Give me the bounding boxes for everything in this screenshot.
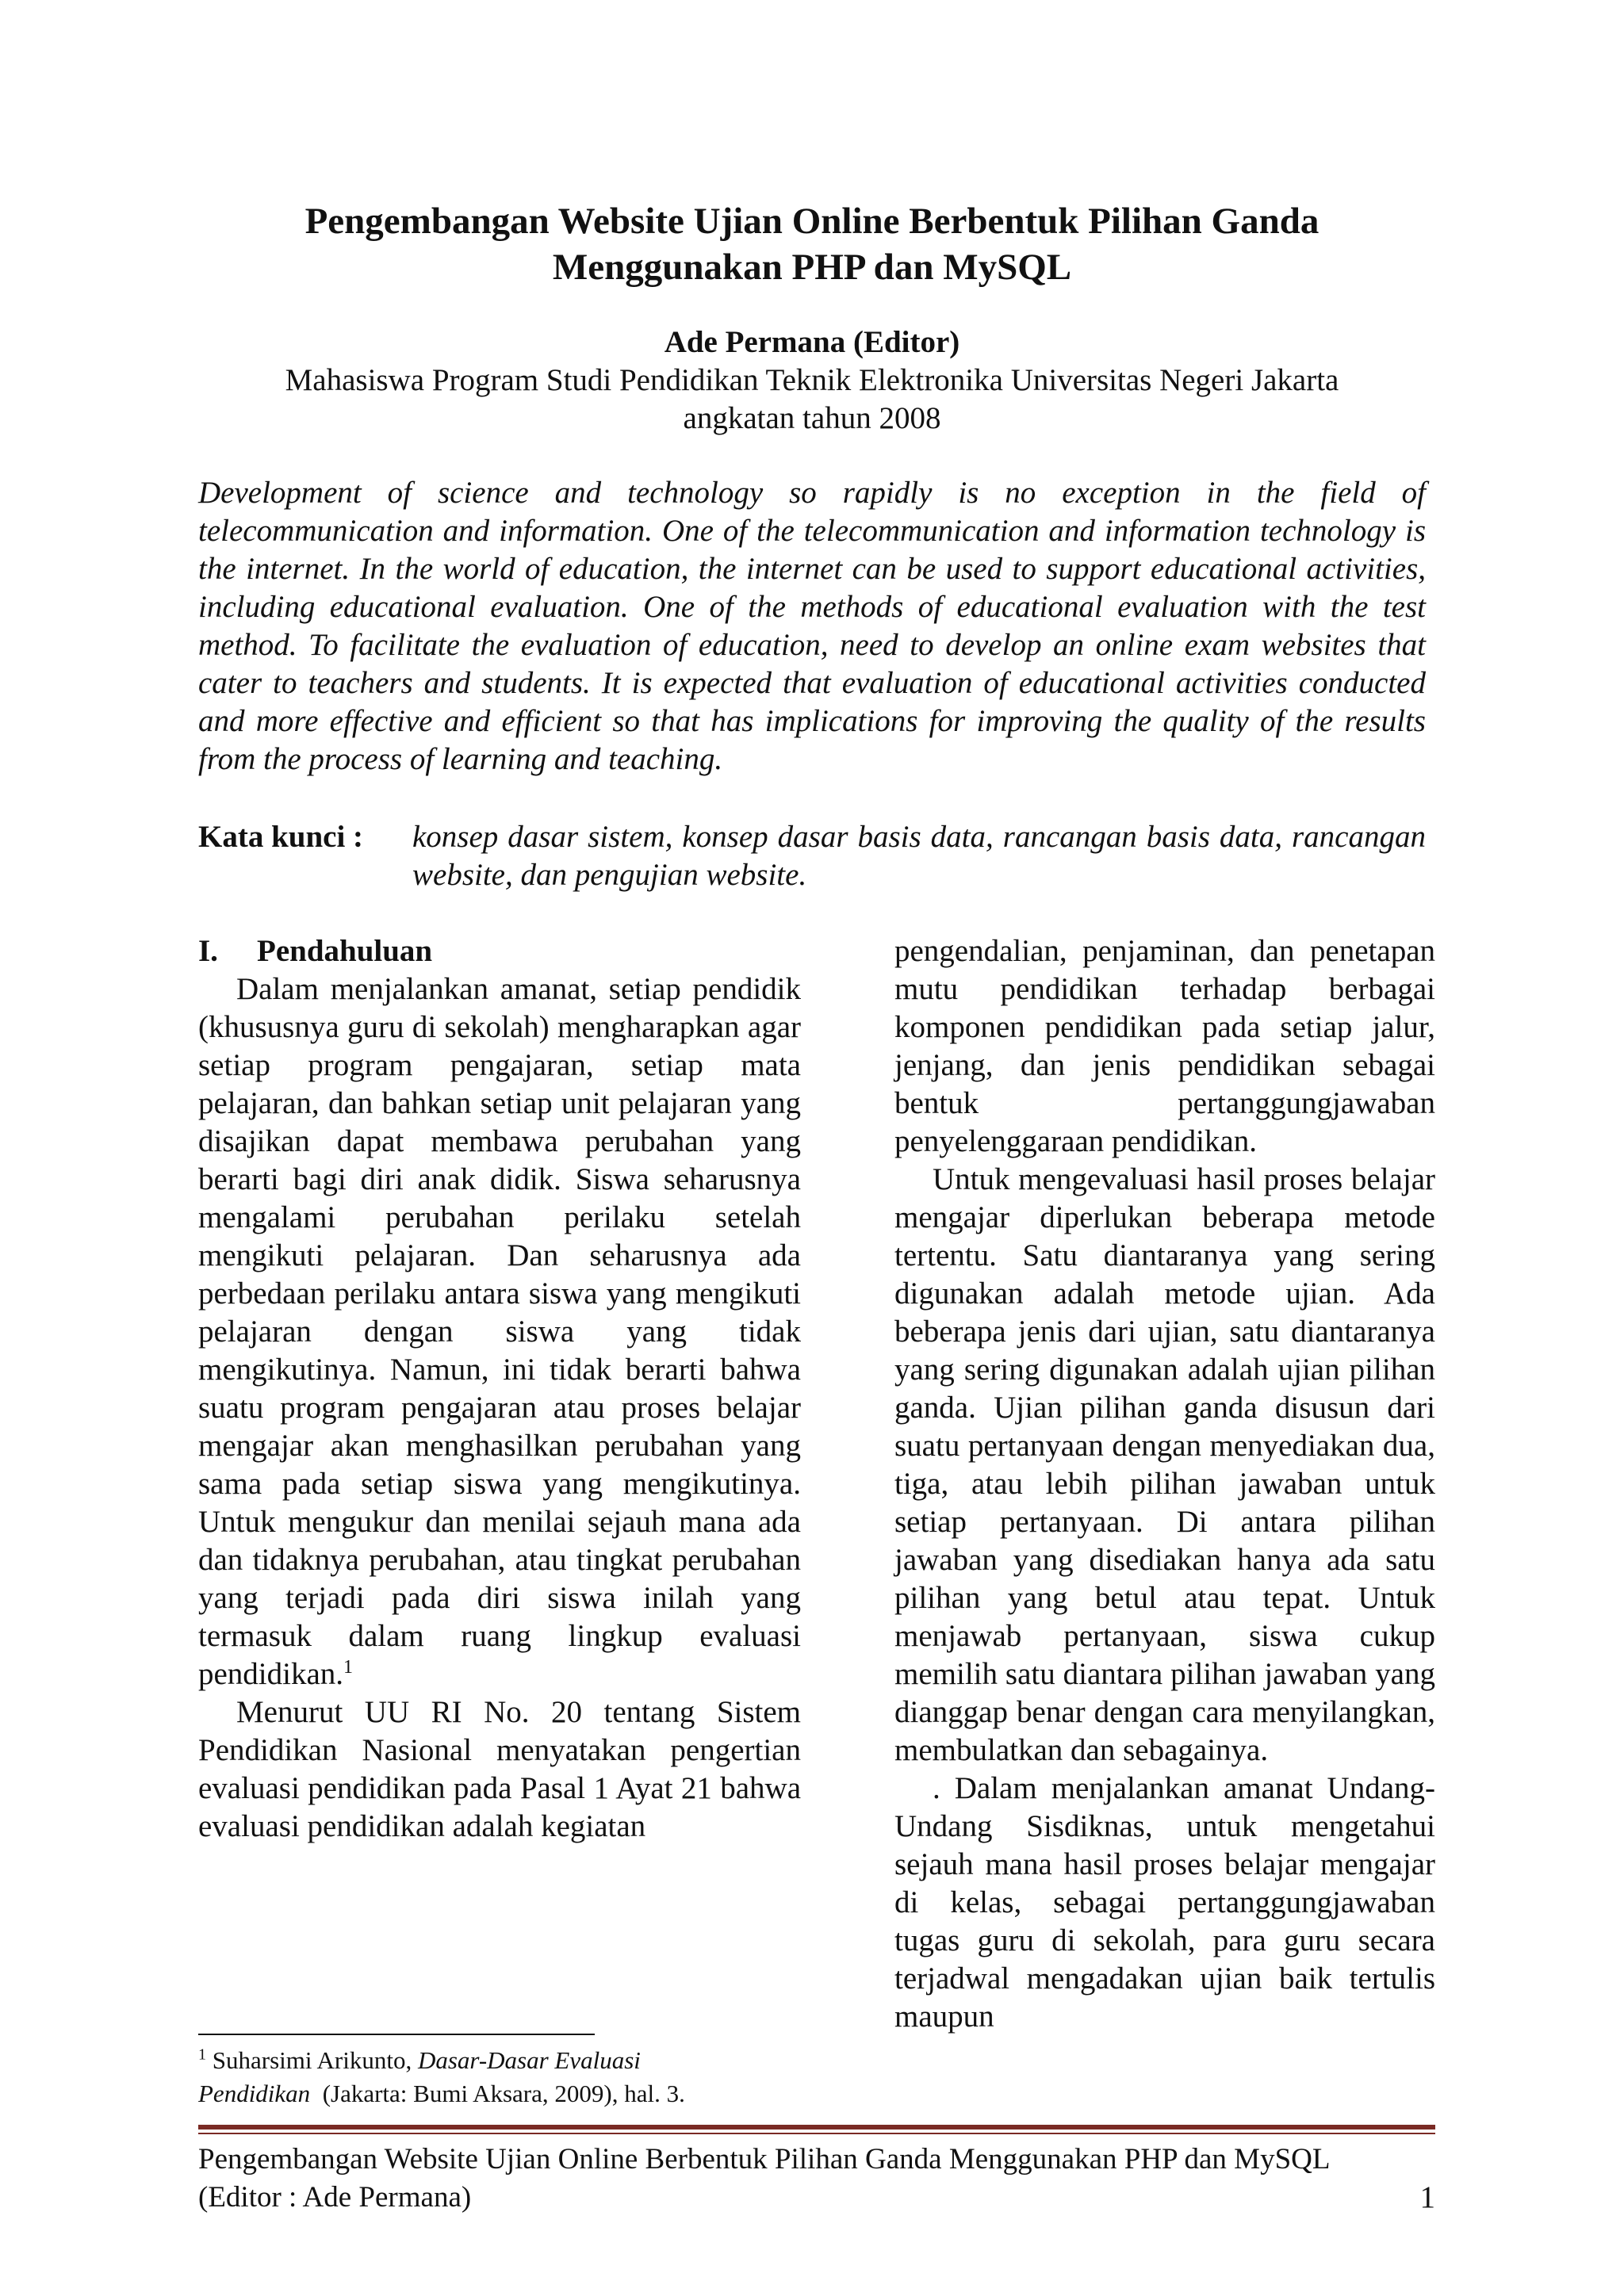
right-column bbox=[894, 932, 1435, 2036]
footer-title: Pengembangan Website Ujian Online Berbentuk Pilihan Ganda Menggunakan PHP dan MySQL bbox=[198, 2143, 1331, 2175]
page-footer bbox=[198, 2141, 1435, 2217]
footer-rule-thick bbox=[198, 2125, 1435, 2130]
right-paragraph-3: . Dalam menjalankan amanat Undang-Undang Sisdiknas, untuk mengetahui sejauh mana hasil proses belajar mengajar di kelas, sebagai pertanggungjawaban tugas guru di sekolah, para guru secara terjadwal mengadakan ujian baik tertulis maupun bbox=[894, 1771, 1435, 2034]
left-paragraph-2: Menurut UU RI No. 20 tentang Sistem Pendidikan Nasional menyatakan pengertian evaluasi pendidikan pada Pasal 1 Ayat 21 bahwa evaluasi pendidikan adalah kegiatan bbox=[198, 1695, 801, 1843]
footnote-publisher: (Jakarta: Bumi Aksara, 2009), hal. 3. bbox=[322, 2080, 685, 2107]
section-heading bbox=[198, 932, 801, 970]
author-name: Ade Permana (Editor) bbox=[664, 325, 960, 359]
left-column bbox=[198, 932, 801, 1846]
footnote-reference: 1 bbox=[343, 1657, 354, 1678]
footnote-separator bbox=[198, 2034, 595, 2035]
footnote-book-title-2: Pendidikan bbox=[198, 2080, 311, 2107]
section-title: Pendahuluan bbox=[257, 934, 433, 968]
title-line-2: Menggunakan PHP dan MySQL bbox=[552, 247, 1072, 288]
footer-rule-thin bbox=[198, 2133, 1435, 2134]
abstract: Development of science and technology so rapidly is no exception in the field of telecommunication and information. One of the telecommunication and information technology is the internet. In the world of education, the internet can be used to support educational activities, including educational evaluation. One of the methods of educational evaluation with the test method. To facilitate the evaluation of education, need to develop an online exam websites that cater to teachers and students. It is expected that evaluation of educational activities conducted and more effective and efficient so that has implications for improving the quality of the results from the process of learning and teaching. bbox=[198, 476, 1426, 776]
footer-editor: (Editor : Ade Permana) bbox=[198, 2181, 472, 2214]
page-number: 1 bbox=[1419, 2180, 1435, 2214]
footnote-book-title-1: Dasar-Dasar Evaluasi bbox=[417, 2046, 641, 2074]
paper-title bbox=[198, 198, 1426, 290]
title-line-1: Pengembangan Website Ujian Online Berbentuk Pilihan Ganda bbox=[304, 201, 1320, 242]
affiliation-line-1: Mahasiswa Program Studi Pendidikan Teknik Elektronika Universitas Negeri Jakarta bbox=[285, 363, 1339, 397]
footnote bbox=[198, 2044, 801, 2110]
author-affiliation bbox=[198, 362, 1426, 438]
right-paragraph-2: Untuk mengevaluasi hasil proses belajar mengajar diperlukan beberapa metode tertentu. Satu diantaranya yang sering digunakan adalah metode ujian. Ada beberapa jenis dari ujian, satu diantaranya yang sering digunakan adalah ujian pilihan ganda. Ujian pilihan ganda disusun dari suatu pertanyaan dengan menyediakan dua, tiga, atau lebih pilihan jawaban untuk setiap pertanyaan. Di antara pilihan jawaban yang disediakan hanya ada satu pilihan yang betul atau tepat. Untuk menjawab pertanyaan, siswa cukup memilih satu diantara pilihan jawaban yang dianggap benar dengan cara menyilangkan, membulatkan dan sebagainya. bbox=[894, 1162, 1435, 1767]
section-number: I. bbox=[198, 934, 218, 968]
keywords-label: Kata kunci : bbox=[198, 820, 364, 854]
keywords-block bbox=[198, 818, 1426, 894]
footer-row bbox=[198, 2179, 1435, 2217]
affiliation-line-2: angkatan tahun 2008 bbox=[683, 401, 941, 435]
keywords-text: konsep dasar sistem, konsep dasar basis data, rancangan basis data, rancangan website, dan pengujian website. bbox=[412, 820, 1426, 892]
footnote-author: Suharsimi Arikunto, bbox=[212, 2046, 412, 2074]
footnote-mark: 1 bbox=[198, 2045, 206, 2064]
left-paragraph-1 bbox=[198, 970, 801, 1693]
right-paragraph-1: pengendalian, penjaminan, dan penetapan mutu pendidikan terhadap berbagai komponen pendidikan pada setiap jalur, jenjang, dan jenis pendidikan sebagai bentuk pertanggungjawaban penyelenggaraan pendidikan. bbox=[894, 934, 1435, 1158]
left-paragraph-1-text: Dalam menjalankan amanat, setiap pendidik (khususnya guru di sekolah) mengharapkan agar setiap program pengajaran, setiap mata pelajaran, dan bahkan setiap unit pelajaran yang disajikan dapat membawa perubahan yang berarti bagi diri anak didik. Siswa seharusnya mengalami perubahan perilaku setelah mengikuti pelajaran. Dan seharusnya ada perbedaan perilaku antara siswa yang mengikuti pelajaran dengan siswa yang tidak mengikutinya. Namun, ini tidak berarti bahwa suatu program pengajaran atau proses belajar mengajar akan menghasilkan perubahan yang sama pada setiap siswa yang mengikutinya. Untuk mengukur dan menilai sejauh mana ada dan tidaknya perubahan, atau tingkat perubahan yang terjadi pada diri siswa inilah yang termasuk dalam ruang lingkup evaluasi pendidikan. bbox=[198, 972, 801, 1691]
